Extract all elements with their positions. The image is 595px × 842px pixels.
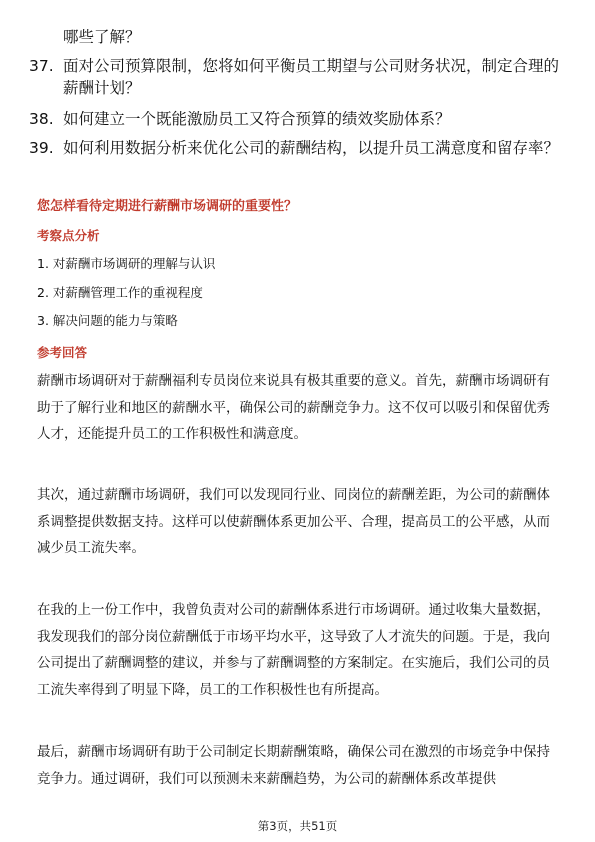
answer-paragraph: 最后，薪酬市场调研有助于公司制定长期薪酬策略，确保公司在激烈的市场竞争中保持竞争力。通过调研，我们可以预测未来薪酬趋势，为公司的薪酬体系改革提供 [37,744,550,787]
section-title: 您怎样看待定期进行薪酬市场调研的重要性？ [37,199,298,214]
answer-paragraph: 其次，通过薪酬市场调研，我们可以发现同行业、同岗位的薪酬差距，为公司的薪酬体系调整提供数据支持。这样可以使薪酬体系更加公平、合理，提高员工的公平感，从而减少员工流失率。 [37,487,550,556]
question-item [29,108,559,130]
answer-paragraph: 薪酬市场调研对于薪酬福利专员岗位来说具有极其重要的意义。首先，薪酬市场调研有助于了解行业和地区的薪酬水平，确保公司的薪酬竞争力。这不仅可以吸引和保留优秀人才，还能提升员工的工作积极性和满意度。 [37,373,550,442]
question-text: 面对公司预算限制，您将如何平衡员工期望与公司财务状况，制定合理的薪酬计划？ [63,57,560,97]
question-number: 38. [29,110,54,128]
question-number: 39. [29,139,54,157]
answer-title: 参考回答 [37,345,88,360]
analysis-point: 3. 解决问题的能力与策略 [37,313,178,328]
question-text: 如何建立一个既能激励员工又符合预算的绩效奖励体系？ [63,110,451,128]
analysis-title: 考察点分析 [37,228,100,243]
question-continuation: 哪些了解？ [63,28,141,46]
page-number: 第3页，共51页 [257,819,338,833]
answer-paragraph: 在我的上一份工作中，我曾负责对公司的薪酬体系进行市场调研。通过收集大量数据，我发现我们的部分岗位薪酬低于市场平均水平，这导致了人才流失的问题。于是，我向公司提出了薪酬调整的建议，并参与了薪酬调整的方案制定。在实施后，我们公司的员工流失率得到了明显下降，员工的工作积极性也有所提高。 [37,602,550,698]
question-item [29,137,559,159]
analysis-point: 2. 对薪酬管理工作的重视程度 [37,285,203,300]
analysis-point: 1. 对薪酬市场调研的理解与认识 [37,256,216,271]
question-text: 如何利用数据分析来优化公司的薪酬结构，以提升员工满意度和留存率？ [63,139,560,157]
question-number: 37. [29,57,54,75]
question-item [29,55,559,99]
